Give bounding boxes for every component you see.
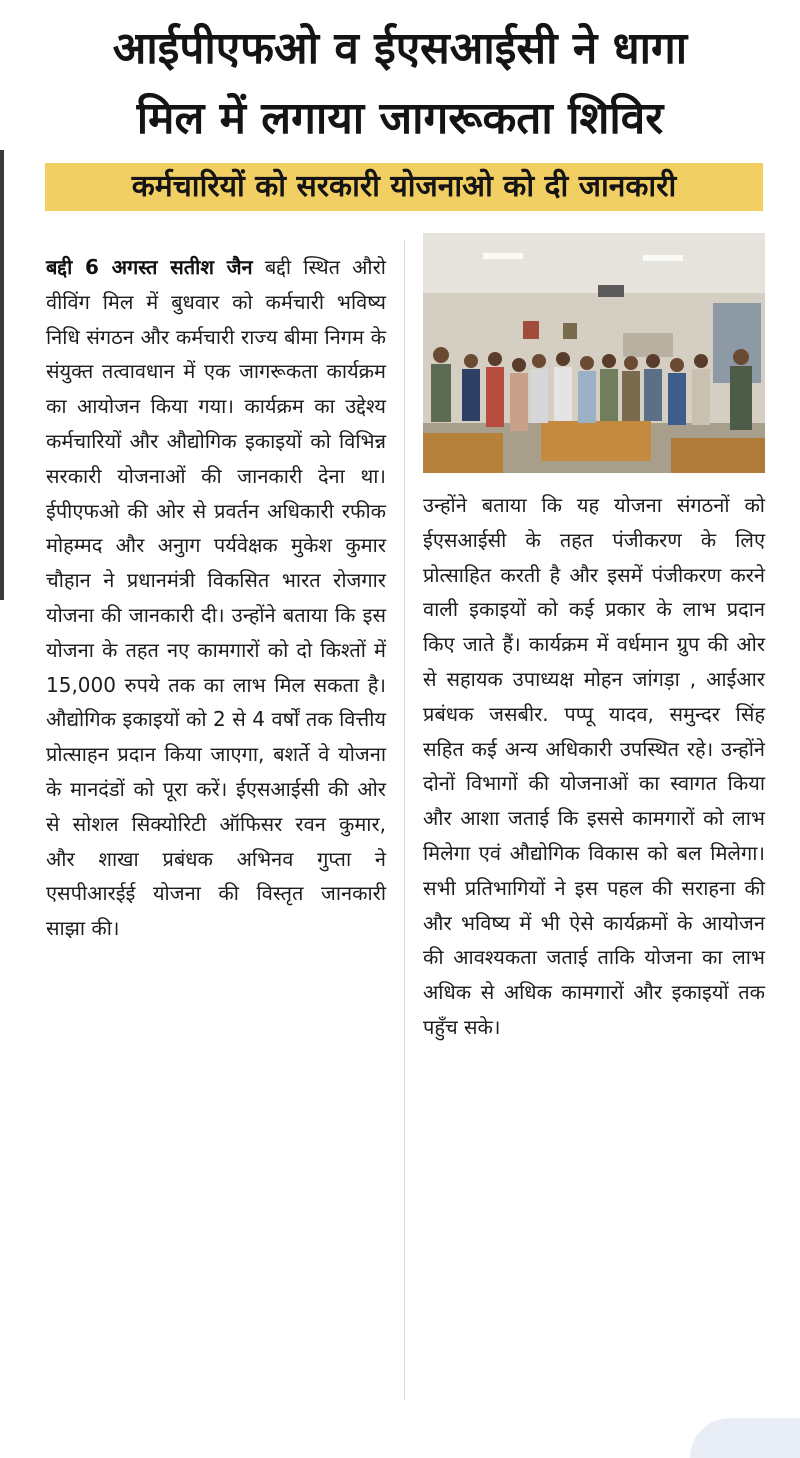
ceiling-light bbox=[483, 253, 523, 259]
dateline: बद्दी 6 अगस्त सतीश जैन bbox=[46, 255, 253, 279]
table bbox=[671, 438, 765, 473]
headline-line-1: आईपीएफओ व ईएसआईसी ने धागा bbox=[112, 23, 688, 74]
corner-decoration bbox=[690, 1418, 800, 1458]
right-column-body: उन्होंने बताया कि यह योजना संगठनों को ईएसआईसी के तहत पंजीकरण के लिए प्रोत्साहित करती है और इसमें पंजीकरण करने वाली इकाइयों को कई प्रकार के लाभ प्रदान किए जाते हैं। कार्यक्रम में वर्धमान ग्रुप की ओर से सहायक उपाध्यक्ष मोहन जांगड़ा , आईआर प्रबंधक जसबीर. पप्पू यादव, समुन्दर सिंह सहित कई अन्य अधिकारी उपस्थित रहे। उन्होंने दोनों विभागों की योजनाओं का स्वागत किया और आशा जताई कि इससे कामगारों को लाभ मिलेगा एवं औद्योगिक विकास को बल मिलेगा। सभी प्रतिभागियों ने इस पहल की सराहना की और भविष्य में भी ऐसे कार्यक्रमों के आयोजन की आवश्यकता जताई ताकि योजना का लाभ अधिक से अधिक कामगारों और इकाइयों तक पहुँच सके। bbox=[423, 493, 765, 1039]
left-column bbox=[46, 250, 386, 946]
subheadline: कर्मचारियों को सरकारी योजनाओ को दी जानकारी bbox=[45, 163, 763, 211]
wall-poster bbox=[523, 321, 539, 339]
column-divider bbox=[404, 240, 405, 1400]
right-column bbox=[423, 488, 765, 1045]
notice-board bbox=[623, 333, 673, 357]
photo-ceiling bbox=[423, 233, 765, 293]
wall-poster bbox=[563, 323, 577, 339]
event-photo bbox=[423, 233, 765, 473]
ceiling-light bbox=[643, 255, 683, 261]
table bbox=[423, 433, 503, 473]
page-edge-shadow bbox=[0, 150, 4, 600]
headline-line-2: मिल में लगाया जागरूकता शिविर bbox=[136, 93, 664, 144]
headline bbox=[0, 14, 800, 154]
table bbox=[541, 421, 651, 461]
left-column-body: बद्दी स्थित औरो वीविंग मिल में बुधवार को कर्मचारी भविष्य निधि संगठन और कर्मचारी राज्य बीमा निगम के संयुक्त तत्वावधान में एक जागरूकता कार्यक्रम का आयोजन किया गया। कार्यक्रम का उद्देश्य कर्मचारियों और औद्योगिक इकाइयों को विभिन्न सरकारी योजनाओं की जानकारी देना था। ईपीएफओ की ओर से प्रवर्तन अधिकारी रफीक मोहम्मद और अनुाग पर्यवेक्षक मुकेश कुमार चौहान ने प्रधानमंत्री विकसित भारत रोजगार योजना की जानकारी दी। उन्होंने बताया कि इस योजना के तहत नए कामगारों को दो किश्तों में 15,000 रुपये तक का लाभ मिल सकता है। औद्योगिक इकाइयों को 2 से 4 वर्षों तक वित्तीय प्रोत्साहन प्रदान किया जाएगा, बशर्ते वे योजना के मानदंडों को पूरा करें। ईएसआईसी की ओर से सोशल सिक्योरिटी ऑफिसर रवन कुमार, और शाखा प्रबंधक अभिनव गुप्ता ने एसपीआरईई योजना की विस्तृत जानकारी साझा की। bbox=[46, 255, 386, 941]
projector bbox=[598, 285, 624, 297]
event-photo-drawing bbox=[423, 233, 765, 473]
